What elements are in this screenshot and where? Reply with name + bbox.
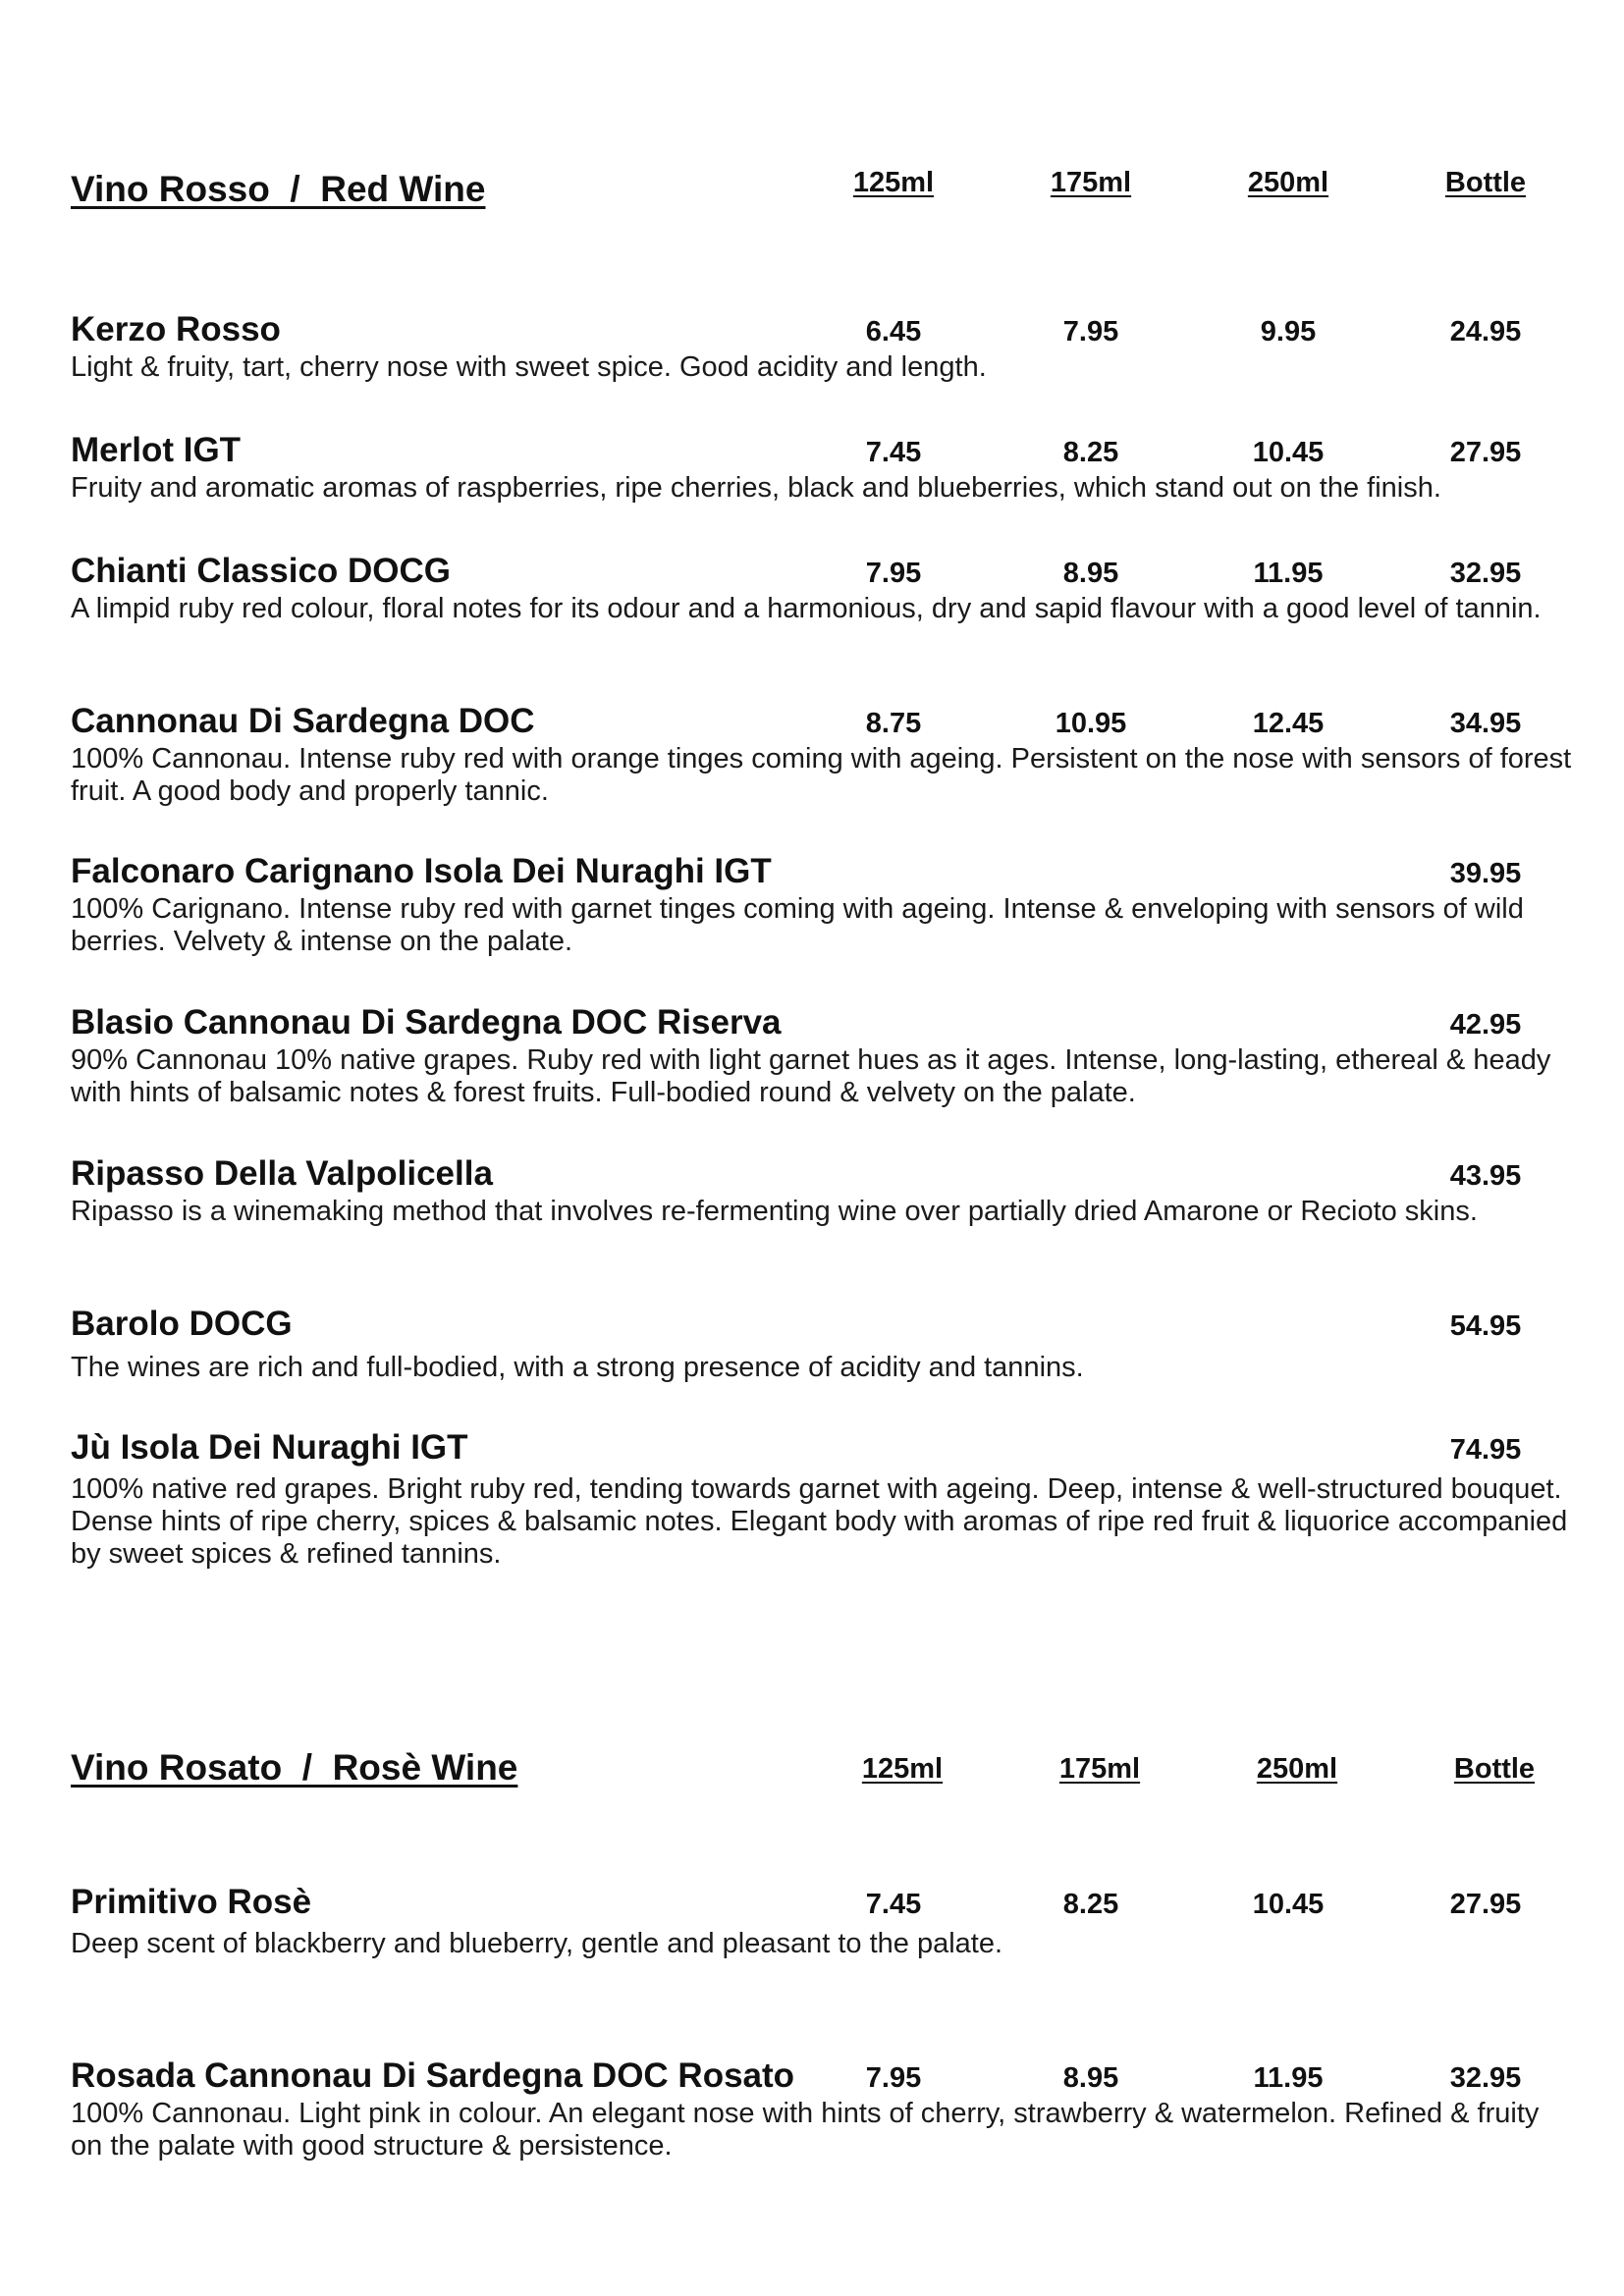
col-250ml: 250ml (1256, 1753, 1338, 1785)
wine-item (71, 1003, 1583, 1109)
price-bottle: 32.95 (1449, 558, 1522, 589)
wine-name: Rosada Cannonau Di Sardegna DOC Rosato (71, 2056, 795, 2095)
wine-item (71, 1428, 1583, 1571)
wine-item (71, 2056, 1583, 2163)
price-250ml: 11.95 (1253, 2062, 1324, 2094)
price-125ml: 7.45 (865, 1889, 922, 1920)
wine-name: Cannonau Di Sardegna DOC (71, 702, 535, 740)
red-wine-section (71, 165, 1583, 1570)
wine-item (71, 431, 1583, 505)
wine-description: Light & fruity, tart, cherry nose with sweet spice. Good acidity and length. (71, 351, 987, 383)
price-250ml: 12.45 (1252, 708, 1325, 739)
price-125ml: 7.95 (865, 558, 922, 589)
col-bottle: Bottle (1444, 167, 1527, 198)
wine-description: Deep scent of blackberry and blueberry, gentle and pleasant to the palate. (71, 1928, 1003, 1959)
price-125ml: 7.95 (865, 2062, 922, 2094)
price-175ml: 7.95 (1062, 316, 1119, 347)
col-125ml: 125ml (861, 1753, 944, 1785)
col-175ml: 175ml (1058, 1753, 1141, 1785)
price-bottle: 32.95 (1449, 2062, 1522, 2094)
price-bottle: 34.95 (1449, 708, 1522, 739)
wine-item (71, 310, 1583, 384)
price-175ml: 8.25 (1062, 437, 1119, 468)
wine-description: 100% Cannonau. Light pink in colour. An elegant nose with hints of cherry, strawberry & watermelon. Refined & fruity on the palate with good structure & persistence. (71, 2098, 1540, 2162)
wine-name: Primitivo Rosè (71, 1883, 312, 1921)
wine-name: Kerzo Rosso (71, 310, 281, 348)
col-bottle: Bottle (1453, 1753, 1536, 1785)
price-250ml: 10.45 (1252, 1889, 1325, 1920)
wine-description: A limpid ruby red colour, floral notes for its odour and a harmonious, dry and sapid flavour with a good level of tannin. (71, 593, 1542, 624)
rose-wine-header (71, 1745, 1583, 1804)
wine-item (71, 1883, 1583, 1960)
price-125ml: 7.45 (865, 437, 922, 468)
wine-name: Chianti Classico DOCG (71, 552, 452, 590)
price-bottle: 54.95 (1449, 1310, 1522, 1342)
wine-name: Falconaro Carignano Isola Dei Nuraghi IGT (71, 852, 772, 890)
price-175ml: 10.95 (1055, 708, 1127, 739)
price-250ml: 9.95 (1260, 316, 1317, 347)
wine-description: 100% Cannonau. Intense ruby red with orange tinges coming with ageing. Persistent on the nose with sensors of forest fruit. A good body and properly tannic. (71, 743, 1572, 807)
wine-description: 100% native red grapes. Bright ruby red, tending towards garnet with ageing. Deep, intense & well-structured bouquet. Dense hints of ripe cherry, spices & balsamic notes. Elegant body with aromas of ripe red fruit & liquorice accompanied by sweet spices & refined tannins. (71, 1473, 1568, 1570)
price-175ml: 8.25 (1062, 1889, 1119, 1920)
wine-item (71, 702, 1583, 808)
price-250ml: 10.45 (1252, 437, 1325, 468)
price-bottle: 27.95 (1449, 1889, 1522, 1920)
wine-name: Merlot IGT (71, 431, 242, 469)
wine-name: Ripasso Della Valpolicella (71, 1154, 493, 1193)
section-title: Vino Rosato / Rosè Wine (71, 1747, 518, 1788)
price-175ml: 8.95 (1062, 558, 1119, 589)
wine-item (71, 1305, 1583, 1384)
price-125ml: 6.45 (865, 316, 922, 347)
price-bottle: 74.95 (1449, 1434, 1522, 1466)
wine-name: Blasio Cannonau Di Sardegna DOC Riserva (71, 1003, 782, 1041)
wine-description: 100% Carignano. Intense ruby red with garnet tinges coming with ageing. Intense & enveloping with sensors of wild berries. Velvety & intense on the palate. (71, 893, 1524, 957)
wine-description: The wines are rich and full-bodied, with a strong presence of acidity and tannins. (71, 1352, 1084, 1383)
wine-description: 90% Cannonau 10% native grapes. Ruby red with light garnet hues as it ages. Intense, long-lasting, ethereal & heady with hints of balsamic notes & forest fruits. Full-bodied round & velvety on the palate. (71, 1044, 1551, 1108)
price-250ml: 11.95 (1253, 558, 1324, 589)
price-125ml: 8.75 (865, 708, 922, 739)
wine-item (71, 552, 1583, 625)
wine-description: Ripasso is a winemaking method that involves re-fermenting wine over partially dried Amarone or Recioto skins. (71, 1196, 1478, 1227)
wine-name: Barolo DOCG (71, 1305, 293, 1343)
price-bottle: 24.95 (1449, 316, 1522, 347)
section-title: Vino Rosso / Red Wine (71, 169, 486, 209)
wine-description: Fruity and aromatic aromas of raspberries, ripe cherries, black and blueberries, which stand out on the finish. (71, 472, 1441, 504)
wine-item (71, 1154, 1583, 1228)
wine-name: Jù Isola Dei Nuraghi IGT (71, 1428, 468, 1467)
col-250ml: 250ml (1247, 167, 1329, 198)
col-175ml: 175ml (1050, 167, 1132, 198)
price-bottle: 39.95 (1449, 858, 1522, 889)
price-bottle: 42.95 (1449, 1009, 1522, 1041)
price-bottle: 27.95 (1449, 437, 1522, 468)
price-bottle: 43.95 (1449, 1160, 1522, 1192)
col-125ml: 125ml (852, 167, 935, 198)
wine-item (71, 852, 1583, 958)
red-wine-header (71, 165, 1583, 224)
rose-wine-section (71, 1745, 1583, 2162)
price-175ml: 8.95 (1062, 2062, 1119, 2094)
